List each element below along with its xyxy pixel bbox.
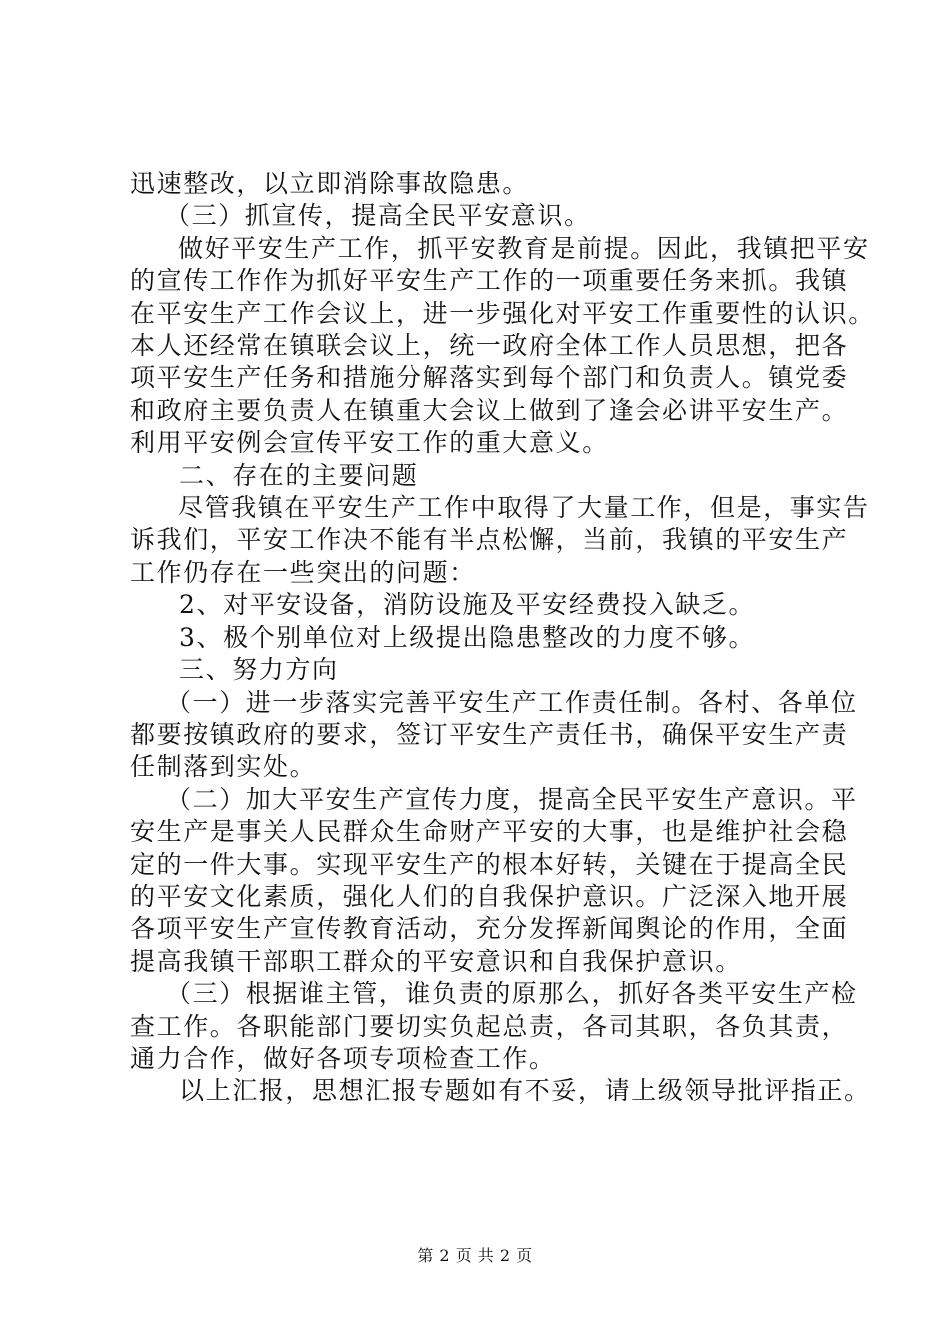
text-line: 本人还经常在镇联会议上，统一政府全体工作人员思想，把各: [130, 331, 849, 361]
text-line: 诉我们，平安工作决不能有半点松懈，当前，我镇的平安生产: [130, 525, 849, 555]
text-line: 利用平安例会宣传平安工作的重大意义。: [130, 428, 609, 458]
text-line: 通力合作，做好各项专项检查工作。: [130, 1043, 556, 1073]
list-item: 2、对平安设备，消防设施及平安经费投入缺乏。: [179, 590, 756, 620]
page-number-footer: 第 2 页 共 2 页: [417, 1246, 533, 1265]
text-line: 任制落到实处。: [130, 752, 317, 782]
text-line: 迅速整改，以立即消除事故隐患。: [130, 169, 530, 198]
list-item: 3、极个别单位对上级提出隐患整改的力度不够。: [179, 622, 756, 652]
text-line: （二）加大平安生产宣传力度，提高全民平安生产意识。平: [166, 784, 858, 814]
text-line: 项平安生产任务和措施分解落实到每个部门和负责人。镇党委: [130, 363, 849, 393]
text-line: （一）进一步落实完善平安生产工作责任制。各村、各单位: [166, 687, 858, 717]
text-line: 尽管我镇在平安生产工作中取得了大量工作，但是，事实告: [178, 493, 870, 523]
text-line: 安生产是事关人民群众生命财产平安的大事，也是维护社会稳: [130, 817, 849, 847]
section-heading: 二、存在的主要问题: [179, 460, 419, 490]
section-heading: （三）抓宣传，提高全民平安意识。: [165, 201, 591, 231]
section-heading: 三、努力方向: [179, 655, 339, 685]
text-line: 在平安生产工作会议上，进一步强化对平安工作重要性的认识。: [130, 298, 875, 328]
text-line: 做好平安生产工作，抓平安教育是前提。因此，我镇把平安: [178, 233, 870, 263]
text-line: （三）根据谁主管，谁负责的原那么，抓好各类平安生产检: [166, 979, 858, 1009]
text-line: 的平安文化素质，强化人们的自我保护意识。广泛深入地开展: [130, 881, 849, 911]
text-line: 工作仍存在一些突出的问题：: [130, 557, 476, 587]
text-line: 提高我镇干部职工群众的平安意识和自我保护意识。: [130, 946, 742, 976]
text-line: 和政府主要负责人在镇重大会议上做到了逢会必讲平安生产。: [130, 395, 849, 425]
text-line: 查工作。各职能部门要切实负起总责，各司其职，各负其责，: [130, 1011, 849, 1041]
text-line: 各项平安生产宣传教育活动，充分发挥新闻舆论的作用，全面: [130, 914, 849, 944]
text-line: 定的一件大事。实现平安生产的根本好转，关键在于提高全民: [130, 849, 849, 879]
text-line: 的宣传工作作为抓好平安生产工作的一项重要任务来抓。我镇: [130, 266, 849, 296]
document-body: [130, 168, 875, 1108]
closing-line: 以上汇报，思想汇报专题如有不妥，请上级领导批评指正。: [179, 1076, 871, 1106]
text-line: 都要按镇政府的要求，签订平安生产责任书，确保平安生产责: [130, 719, 849, 749]
